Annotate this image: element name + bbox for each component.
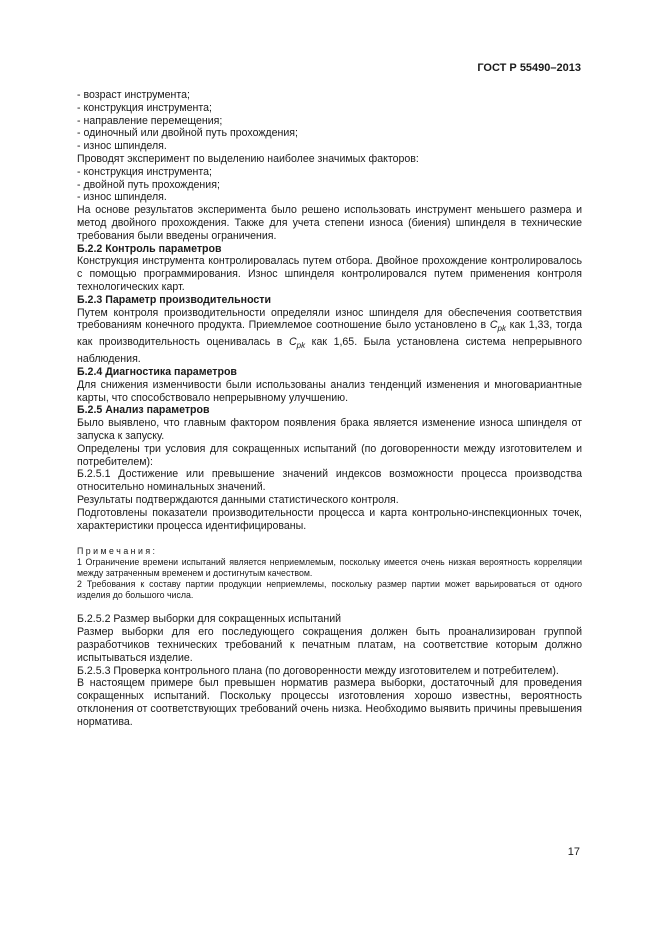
text-span: как 1,33, тогда как производительность оценивалась в (77, 319, 583, 349)
cpk-subscript: pk (296, 341, 306, 351)
significant-factor-list (77, 166, 582, 204)
note-item: 2 Требования к составу партии продукции неприемлемы, поскольку размер партии может варьироваться от одного изделия до большого числа. (77, 579, 582, 601)
page-number: 17 (567, 846, 580, 858)
paragraph-b251-3: Подготовлены показатели производительности процесса и карта контрольно-инспекционных точек, характеристики процесса идентифицированы. (77, 506, 582, 532)
list-item: - износ шпинделя. (77, 191, 167, 204)
spacer (77, 601, 582, 613)
list-item: - двойной путь прохождения; (77, 178, 220, 191)
list-item: - износ шпинделя. (77, 140, 167, 153)
paragraph-b251-2: Результаты подтверждаются данными статистического контроля. (77, 493, 399, 506)
list-item: - одиночный или двойной путь прохождения; (77, 127, 298, 140)
notes-title: П р и м е ч а н и я : (77, 546, 155, 557)
text-span: как 1,65. Была установлена система непрерывного наблюдения. (77, 336, 582, 366)
paragraph-b251: Б.2.5.1 Достижение или превышение значений индексов возможности процесса производства относительно номинальных значений. (77, 468, 582, 494)
notes-block (77, 546, 582, 601)
experiment-intro: Проводят эксперимент по выделению наиболее значимых факторов: (77, 152, 419, 165)
factor-list (77, 89, 582, 153)
paragraph-b23 (77, 307, 582, 366)
heading-b24: Б.2.4 Диагностика параметров (77, 365, 237, 378)
text-span: Путем контроля производительности определяли износ шпинделя для обеспечения соответствия требованиям конечного продукта. Приемлемое соотношение было установлено в (77, 306, 582, 332)
page-body (77, 89, 582, 728)
cpk-symbol: C (288, 336, 297, 349)
paragraph-final: В настоящем примере был превышен норматив размера выборки, достаточный для проведения сокращенных испытаний. Поскольку процессы изготовления хорошо известны, вероятность отклонения от соответствующих требований очень низка. Необходимо выявить причины превышения норматива. (77, 677, 582, 728)
paragraph-b22: Конструкция инструмента контролировалась путем отбора. Двойное прохождение контролировалось с помощью программирования. Износ шпинделя контролировался путем применения контроля технологических карт. (77, 255, 582, 293)
list-item: - конструкция инструмента; (77, 165, 212, 178)
paragraph-b25-1: Было выявлено, что главным фактором появления брака является изменение износа шпинделя от запуска к запуску. (77, 417, 582, 442)
heading-b25: Б.2.5 Анализ параметров (77, 404, 210, 417)
heading-b23: Б.2.3 Параметр производительности (77, 293, 271, 306)
heading-b22: Б.2.2 Контроль параметров (77, 242, 222, 255)
paragraph-b24: Для снижения изменчивости были использованы анализ тенденций изменения и многовариантные карты, что способствовало непрерывному улучшению. (77, 378, 582, 404)
paragraph-b253: Б.2.5.3 Проверка контрольного плана (по договоренности между изготовителем и потребителем). (77, 664, 559, 677)
paragraph-b252: Размер выборки для его последующего сокращения должен быть проанализирован группой разработчиков технических требований к печатным платам, на соответствие которым должно испытываться изделие. (77, 626, 582, 664)
heading-b252: Б.2.5.2 Размер выборки для сокращенных испытаний (77, 613, 342, 626)
list-item: - возраст инструмента; (77, 89, 190, 101)
note-item: 1 Ограничение времени испытаний является неприемлемым, поскольку имеется очень низкая вероятность корреляции между затраченным временем и достигнутым качеством. (77, 557, 582, 579)
list-item: - конструкция инструмента; (77, 101, 212, 114)
list-item: - направление перемещения; (77, 114, 223, 127)
cpk-symbol: C (489, 319, 498, 332)
paragraph-b25-2: Определены три условия для сокращенных испытаний (по договоренности между изготовителем и потребителем): (77, 442, 582, 468)
document-header: ГОСТ Р 55490–2013 (477, 62, 581, 74)
paragraph-experiment-result: На основе результатов эксперимента было решено использовать инструмент меньшего размера и метод двойного прохождения. Также для учета степени износа (биения) шпинделя в технические требования были введены ограничения. (77, 204, 582, 242)
cpk-subscript: pk (497, 324, 506, 334)
